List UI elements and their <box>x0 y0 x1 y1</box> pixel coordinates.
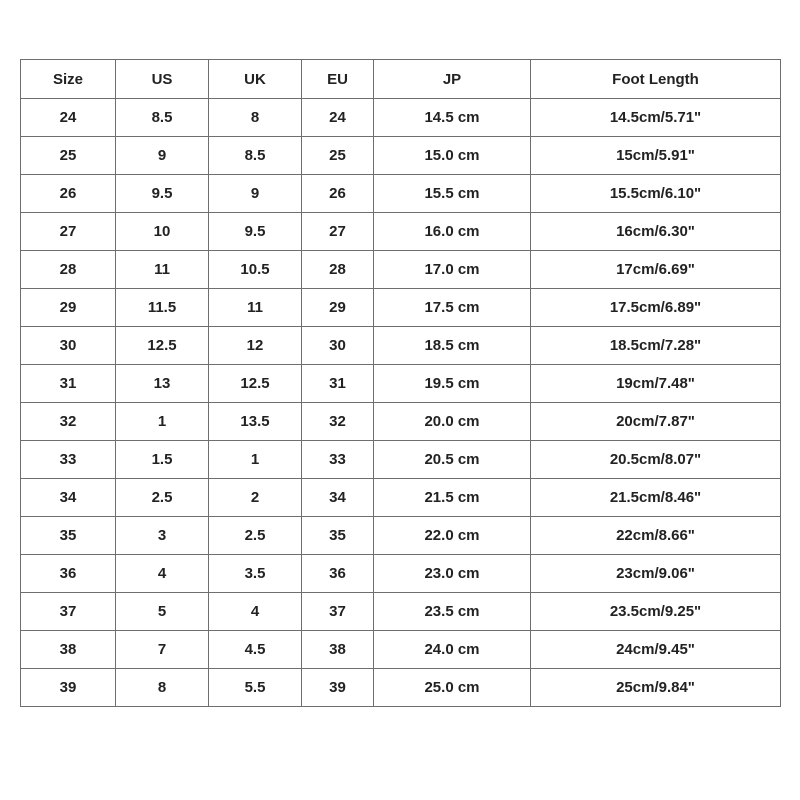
cell-jp: 14.5 cm <box>374 99 531 137</box>
cell-jp: 20.0 cm <box>374 403 531 441</box>
cell-jp: 15.5 cm <box>374 175 531 213</box>
cell-eu: 30 <box>302 327 374 365</box>
cell-us: 1 <box>116 403 209 441</box>
cell-eu: 29 <box>302 289 374 327</box>
cell-jp: 18.5 cm <box>374 327 531 365</box>
cell-foot-length: 14.5cm/5.71" <box>531 99 781 137</box>
cell-foot-length: 20cm/7.87" <box>531 403 781 441</box>
header-foot-length: Foot Length <box>531 60 781 99</box>
cell-us: 11.5 <box>116 289 209 327</box>
cell-eu: 32 <box>302 403 374 441</box>
cell-foot-length: 17cm/6.69" <box>531 251 781 289</box>
cell-uk: 9 <box>209 175 302 213</box>
cell-size: 34 <box>21 479 116 517</box>
cell-size: 32 <box>21 403 116 441</box>
cell-eu: 38 <box>302 631 374 669</box>
header-eu: EU <box>302 60 374 99</box>
cell-jp: 23.5 cm <box>374 593 531 631</box>
cell-foot-length: 21.5cm/8.46" <box>531 479 781 517</box>
cell-jp: 24.0 cm <box>374 631 531 669</box>
cell-us: 12.5 <box>116 327 209 365</box>
cell-uk: 10.5 <box>209 251 302 289</box>
cell-uk: 4 <box>209 593 302 631</box>
cell-foot-length: 24cm/9.45" <box>531 631 781 669</box>
table-row <box>21 175 781 213</box>
cell-us: 10 <box>116 213 209 251</box>
cell-foot-length: 23cm/9.06" <box>531 555 781 593</box>
cell-eu: 33 <box>302 441 374 479</box>
cell-foot-length: 23.5cm/9.25" <box>531 593 781 631</box>
cell-size: 35 <box>21 517 116 555</box>
cell-eu: 39 <box>302 669 374 707</box>
cell-foot-length: 15.5cm/6.10" <box>531 175 781 213</box>
size-chart-table <box>20 59 781 707</box>
table-row <box>21 517 781 555</box>
cell-eu: 31 <box>302 365 374 403</box>
cell-uk: 4.5 <box>209 631 302 669</box>
cell-uk: 12 <box>209 327 302 365</box>
header-size: Size <box>21 60 116 99</box>
header-jp: JP <box>374 60 531 99</box>
cell-jp: 17.0 cm <box>374 251 531 289</box>
cell-uk: 9.5 <box>209 213 302 251</box>
cell-foot-length: 20.5cm/8.07" <box>531 441 781 479</box>
cell-foot-length: 25cm/9.84" <box>531 669 781 707</box>
cell-eu: 37 <box>302 593 374 631</box>
cell-uk: 12.5 <box>209 365 302 403</box>
cell-foot-length: 19cm/7.48" <box>531 365 781 403</box>
cell-size: 39 <box>21 669 116 707</box>
cell-us: 9.5 <box>116 175 209 213</box>
cell-jp: 19.5 cm <box>374 365 531 403</box>
cell-eu: 27 <box>302 213 374 251</box>
table-row <box>21 631 781 669</box>
cell-eu: 35 <box>302 517 374 555</box>
cell-size: 26 <box>21 175 116 213</box>
table-row <box>21 441 781 479</box>
table-row <box>21 593 781 631</box>
table-row <box>21 213 781 251</box>
cell-size: 29 <box>21 289 116 327</box>
cell-eu: 36 <box>302 555 374 593</box>
cell-us: 3 <box>116 517 209 555</box>
header-us: US <box>116 60 209 99</box>
table-row <box>21 555 781 593</box>
cell-us: 11 <box>116 251 209 289</box>
cell-eu: 25 <box>302 137 374 175</box>
cell-us: 8 <box>116 669 209 707</box>
table-row <box>21 137 781 175</box>
table-row <box>21 669 781 707</box>
table-row <box>21 327 781 365</box>
header-row <box>21 60 781 99</box>
table-row <box>21 251 781 289</box>
cell-foot-length: 18.5cm/7.28" <box>531 327 781 365</box>
cell-jp: 21.5 cm <box>374 479 531 517</box>
cell-us: 13 <box>116 365 209 403</box>
header-uk: UK <box>209 60 302 99</box>
cell-eu: 26 <box>302 175 374 213</box>
cell-size: 30 <box>21 327 116 365</box>
cell-jp: 22.0 cm <box>374 517 531 555</box>
cell-uk: 8 <box>209 99 302 137</box>
cell-uk: 3.5 <box>209 555 302 593</box>
cell-eu: 34 <box>302 479 374 517</box>
cell-jp: 16.0 cm <box>374 213 531 251</box>
table-body <box>21 99 781 707</box>
cell-size: 37 <box>21 593 116 631</box>
cell-us: 7 <box>116 631 209 669</box>
cell-size: 38 <box>21 631 116 669</box>
table-row <box>21 365 781 403</box>
cell-foot-length: 16cm/6.30" <box>531 213 781 251</box>
cell-uk: 11 <box>209 289 302 327</box>
cell-jp: 20.5 cm <box>374 441 531 479</box>
cell-jp: 23.0 cm <box>374 555 531 593</box>
table-row <box>21 403 781 441</box>
cell-foot-length: 15cm/5.91" <box>531 137 781 175</box>
cell-size: 24 <box>21 99 116 137</box>
cell-us: 4 <box>116 555 209 593</box>
cell-uk: 2 <box>209 479 302 517</box>
cell-jp: 25.0 cm <box>374 669 531 707</box>
cell-size: 36 <box>21 555 116 593</box>
cell-size: 33 <box>21 441 116 479</box>
cell-jp: 17.5 cm <box>374 289 531 327</box>
cell-size: 27 <box>21 213 116 251</box>
cell-eu: 28 <box>302 251 374 289</box>
table-row <box>21 99 781 137</box>
cell-us: 1.5 <box>116 441 209 479</box>
cell-eu: 24 <box>302 99 374 137</box>
cell-jp: 15.0 cm <box>374 137 531 175</box>
cell-uk: 1 <box>209 441 302 479</box>
cell-us: 2.5 <box>116 479 209 517</box>
cell-uk: 5.5 <box>209 669 302 707</box>
cell-uk: 13.5 <box>209 403 302 441</box>
cell-us: 9 <box>116 137 209 175</box>
cell-size: 28 <box>21 251 116 289</box>
cell-size: 31 <box>21 365 116 403</box>
cell-uk: 2.5 <box>209 517 302 555</box>
table-row <box>21 289 781 327</box>
cell-us: 5 <box>116 593 209 631</box>
cell-uk: 8.5 <box>209 137 302 175</box>
table-row <box>21 479 781 517</box>
cell-foot-length: 22cm/8.66" <box>531 517 781 555</box>
cell-foot-length: 17.5cm/6.89" <box>531 289 781 327</box>
cell-size: 25 <box>21 137 116 175</box>
cell-us: 8.5 <box>116 99 209 137</box>
